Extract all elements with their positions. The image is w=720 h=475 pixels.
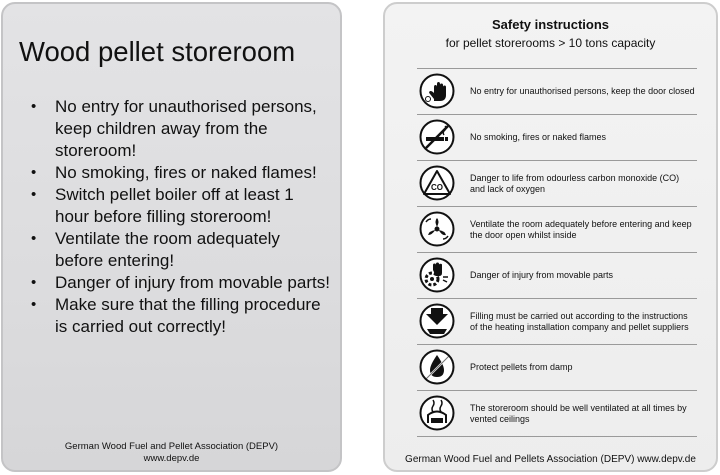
- list-item-text: No entry for unauthorised persons, keep children away from the storeroom!: [55, 97, 317, 160]
- bullet: •: [31, 98, 37, 115]
- left-sign-title: Wood pellet storeroom: [19, 36, 296, 67]
- protect-from-damp-icon: [419, 349, 455, 385]
- instructions-table: [417, 68, 697, 437]
- instruction-row: [417, 114, 697, 160]
- instruction-row: [417, 390, 697, 437]
- instruction-text: No smoking, fires or naked flames: [470, 132, 607, 142]
- no-entry-hand-icon: [419, 73, 455, 109]
- instruction-row: [417, 206, 697, 252]
- instruction-text: Ventilate the room adequately before entering and keep the door open whilst inside: [470, 218, 692, 240]
- bullet: •: [31, 296, 37, 313]
- instruction-row: [417, 252, 697, 298]
- filling-instructions-icon: [419, 303, 455, 339]
- instruction-row: [417, 298, 697, 344]
- instruction-text: Filling must be carried out according to the instructions of the heating installation company and pellet suppliers: [470, 310, 689, 332]
- instruction-text: Danger of injury from movable parts: [470, 270, 614, 280]
- instruction-row: [417, 68, 697, 114]
- left-sign-rules-list: [31, 96, 331, 338]
- instruction-text: The storeroom should be well ventilated at all times by vented ceilings: [470, 402, 687, 424]
- list-item: [31, 162, 331, 184]
- association-url: www.depv.de: [143, 453, 200, 464]
- list-item-text: Danger of injury from movable parts!: [55, 273, 330, 292]
- right-sign-subtitle: for pellet storerooms > 10 tons capacity: [445, 36, 656, 50]
- no-smoking-icon: [419, 119, 455, 155]
- list-item: [31, 184, 331, 228]
- list-item: [31, 294, 331, 338]
- list-item-text: Ventilate the room adequately before entering!: [55, 229, 280, 270]
- left-sign-footer: [3, 441, 340, 465]
- moving-parts-icon: [419, 257, 455, 293]
- instruction-text: Protect pellets from damp: [470, 362, 573, 372]
- right-sign-title: Safety instructions: [491, 17, 610, 32]
- list-item-text: No smoking, fires or naked flames!: [55, 163, 317, 182]
- list-item: [31, 272, 331, 294]
- vented-ceiling-icon: [419, 395, 455, 431]
- bullet: •: [31, 230, 37, 247]
- co-warning-icon: [419, 165, 455, 201]
- left-safety-sign: [1, 2, 342, 472]
- list-item-text: Switch pellet boiler off at least 1 hour before filling storeroom!: [55, 185, 294, 226]
- instruction-text: No entry for unauthorised persons, keep the door closed: [470, 86, 695, 96]
- instruction-text: Danger to life from odourless carbon monoxide (CO) and lack of oxygen: [470, 172, 680, 194]
- right-safety-sign: [383, 2, 718, 472]
- list-item: [31, 228, 331, 272]
- svg-text:CO: CO: [431, 183, 443, 192]
- list-item-text: Make sure that the filling procedure is carried out correctly!: [55, 295, 321, 336]
- association-name: German Wood Fuel and Pellet Association (DEPV): [64, 441, 279, 452]
- list-item: [31, 96, 331, 162]
- bullet: •: [31, 186, 37, 203]
- ventilation-fan-icon: [419, 211, 455, 247]
- right-sign-footer: German Wood Fuel and Pellets Association (DEPV) www.depv.de: [405, 454, 696, 465]
- instruction-row: [417, 344, 697, 390]
- instruction-row: [417, 160, 697, 206]
- bullet: •: [31, 164, 37, 181]
- bullet: •: [31, 274, 37, 291]
